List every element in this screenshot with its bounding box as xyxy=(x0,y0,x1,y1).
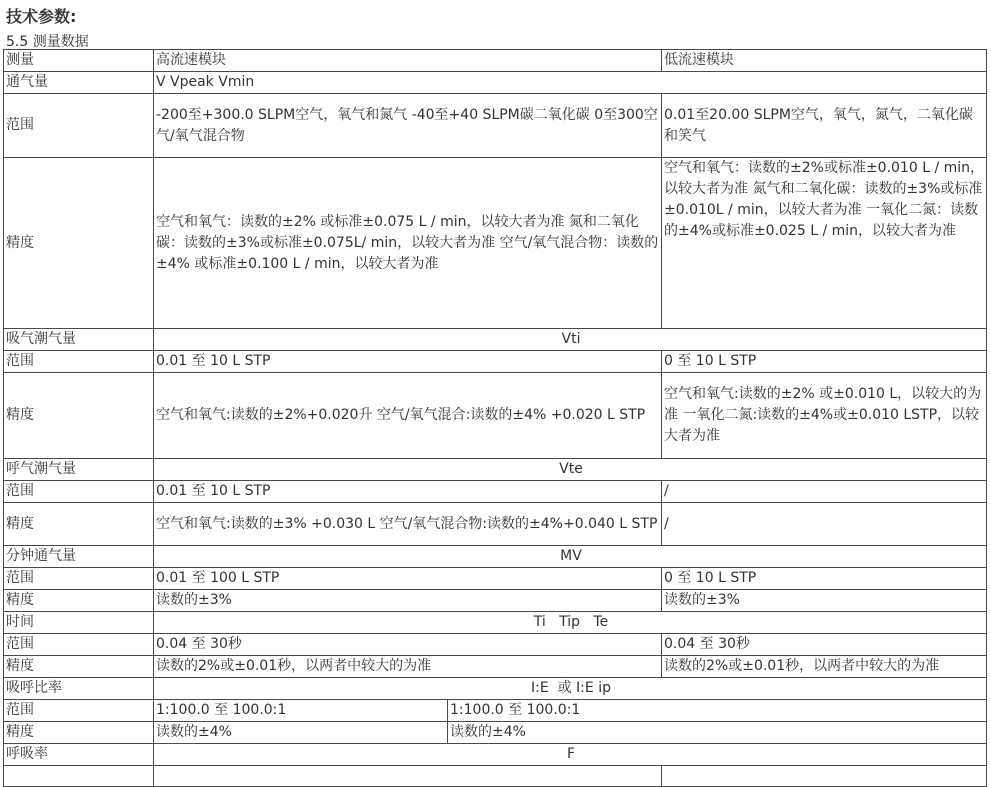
minute-vol-range-low: 0 至 10 L STP xyxy=(662,568,987,590)
minute-vol-param: MV xyxy=(154,546,987,568)
table-row xyxy=(4,351,987,373)
tidal-exp-param: Vte xyxy=(154,459,987,481)
header-high-flow: 高流速模块 xyxy=(154,50,662,72)
ventilation-accuracy-high: 空气和氧气：读数的±2% 或标准±0.075 L / min，以较大者为准 氮和二氧化碳：读数的±3%或标准±0.075L/ min，以较大者为准 空气/氧气混合物：读数的±4% 或标准±0.100 L / min，以较大者为准 xyxy=(154,158,662,329)
time-accuracy-label: 精度 xyxy=(4,656,154,678)
next-row-cell xyxy=(154,766,662,787)
tidal-exp-label: 呼气潮气量 xyxy=(4,459,154,481)
table-row xyxy=(4,766,987,787)
minute-vol-accuracy-label: 精度 xyxy=(4,590,154,612)
ie-ratio-accuracy-a: 读数的±4% xyxy=(154,722,448,744)
table-row xyxy=(4,459,987,481)
ie-ratio-param: I:E 或 I:E ip xyxy=(154,678,987,700)
tidal-insp-accuracy-low: 空气和氧气:读数的±2% 或±0.010 L，以较大的为准 一氧化二氮:读数的±4%或±0.010 LSTP，以较大者为准 xyxy=(662,373,987,459)
tidal-insp-label: 吸气潮气量 xyxy=(4,329,154,351)
measurement-spec-table xyxy=(3,49,987,787)
table-row xyxy=(4,72,987,94)
tidal-insp-range-low: 0 至 10 L STP xyxy=(662,351,987,373)
ventilation-range-high: -200至+300.0 SLPM空气，氧气和氮气 -40至+40 SLPM碳二氧化碳 0至300空气/氧气混合物 xyxy=(154,94,662,158)
table-row xyxy=(4,744,987,766)
ventilation-accuracy-label: 精度 xyxy=(4,158,154,329)
ie-ratio-range-a: 1:100.0 至 100.0:1 xyxy=(154,700,448,722)
table-row xyxy=(4,329,987,351)
page-title: 技术参数: xyxy=(6,7,77,26)
ventilation-range-low: 0.01至20.00 SLPM空气，氧气，氮气，二氧化碳和笑气 xyxy=(662,94,987,158)
time-label: 时间 xyxy=(4,612,154,634)
section-title: 5.5 测量数据 xyxy=(6,34,89,50)
time-range-high: 0.04 至 30秒 xyxy=(154,634,662,656)
table-row xyxy=(4,503,987,546)
header-low-flow: 低流速模块 xyxy=(662,50,987,72)
table-header-row xyxy=(4,50,987,72)
tidal-insp-accuracy-label: 精度 xyxy=(4,373,154,459)
resp-rate-label: 呼吸率 xyxy=(4,744,154,766)
minute-vol-range-high: 0.01 至 100 L STP xyxy=(154,568,662,590)
table-row xyxy=(4,722,987,744)
minute-vol-label: 分钟通气量 xyxy=(4,546,154,568)
ie-ratio-range-label: 范围 xyxy=(4,700,154,722)
time-range-low: 0.04 至 30秒 xyxy=(662,634,987,656)
time-accuracy-low: 读数的2%或±0.01秒，以两者中较大的为准 xyxy=(662,656,987,678)
ie-ratio-label: 吸呼比率 xyxy=(4,678,154,700)
ventilation-accuracy-low: 空气和氧气：读数的±2%或标准±0.010 L / min，以较大者为准 氮气和二氧化碳：读数的±3%或标准±0.010L / min，以较大者为准 一氧化二氮：读数的±4%或标准±0.025 L / min，以较大者为准 xyxy=(662,158,987,329)
header-measure: 测量 xyxy=(4,50,154,72)
ventilation-range-label: 范围 xyxy=(4,94,154,158)
ventilation-label: 通气量 xyxy=(4,72,154,94)
tidal-exp-range-label: 范围 xyxy=(4,481,154,503)
table-row xyxy=(4,481,987,503)
table-row xyxy=(4,656,987,678)
tidal-exp-accuracy-label: 精度 xyxy=(4,503,154,546)
time-accuracy-high: 读数的2%或±0.01秒，以两者中较大的为准 xyxy=(154,656,662,678)
table-row xyxy=(4,568,987,590)
tidal-exp-accuracy-low: / xyxy=(662,503,987,546)
minute-vol-accuracy-low: 读数的±3% xyxy=(662,590,987,612)
ventilation-params: V Vpeak Vmin xyxy=(154,72,987,94)
table-row xyxy=(4,373,987,459)
resp-rate-param: F xyxy=(154,744,987,766)
tidal-exp-range-low: / xyxy=(662,481,987,503)
tidal-exp-accuracy-high: 空气和氧气:读数的±3% +0.030 L 空气/氧气混合物:读数的±4%+0.040 L STP xyxy=(154,503,662,546)
next-row-cell xyxy=(662,766,987,787)
table-row xyxy=(4,700,987,722)
table-row xyxy=(4,94,987,158)
tidal-insp-accuracy-high: 空气和氧气:读数的±2%+0.020升 空气/氧气混合:读数的±4% +0.020 L STP xyxy=(154,373,662,459)
tidal-insp-range-high: 0.01 至 10 L STP xyxy=(154,351,662,373)
tidal-insp-param: Vti xyxy=(154,329,987,351)
ie-ratio-accuracy-label: 精度 xyxy=(4,722,154,744)
tidal-insp-range-label: 范围 xyxy=(4,351,154,373)
ie-ratio-accuracy-b: 读数的±4% xyxy=(448,722,987,744)
table-row xyxy=(4,634,987,656)
next-row-cell xyxy=(4,766,154,787)
ie-ratio-range-b: 1:100.0 至 100.0:1 xyxy=(448,700,987,722)
time-range-label: 范围 xyxy=(4,634,154,656)
minute-vol-accuracy-high: 读数的±3% xyxy=(154,590,662,612)
table-row xyxy=(4,612,987,634)
tidal-exp-range-high: 0.01 至 10 L STP xyxy=(154,481,662,503)
table-row xyxy=(4,678,987,700)
minute-vol-range-label: 范围 xyxy=(4,568,154,590)
table-row xyxy=(4,546,987,568)
table-row xyxy=(4,590,987,612)
time-param: Ti Tip Te xyxy=(154,612,987,634)
table-row xyxy=(4,158,987,329)
